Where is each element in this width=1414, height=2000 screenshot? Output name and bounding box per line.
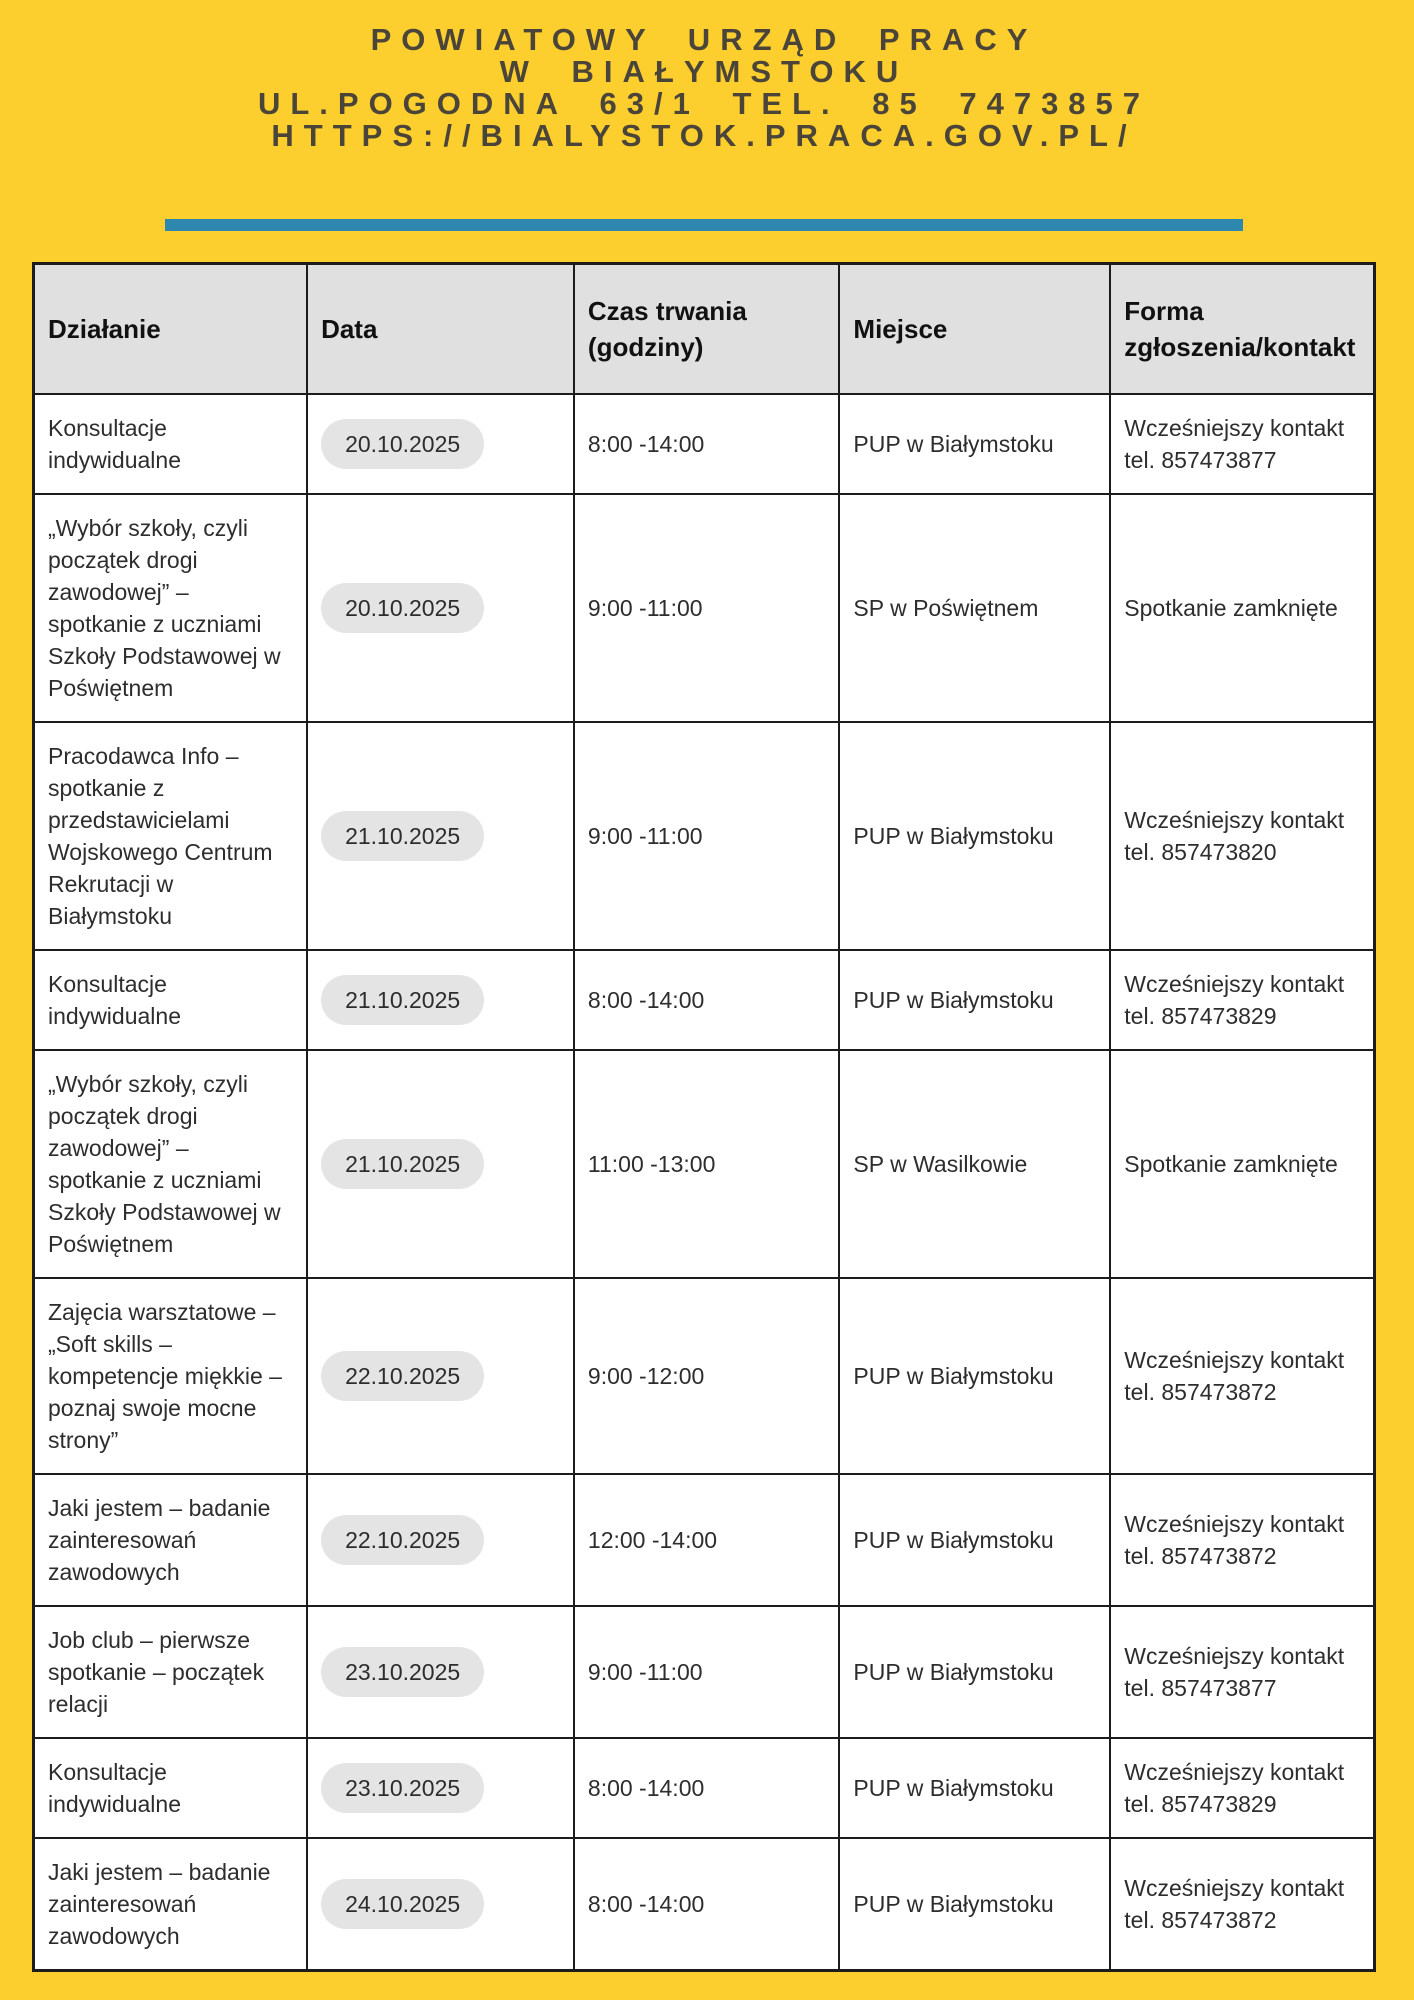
place-cell: PUP w Białymstoku	[839, 1474, 1110, 1606]
divider-bar	[165, 219, 1243, 231]
date-cell	[307, 722, 574, 950]
date-pill: 23.10.2025	[321, 1647, 484, 1697]
date-cell	[307, 494, 574, 722]
time-cell: 9:00 -11:00	[574, 494, 840, 722]
activity-cell: Pracodawca Info – spotkanie z przedstawicielami Wojskowego Centrum Rekrutacji w Białymstoku	[34, 722, 308, 950]
schedule-table-header	[34, 264, 1375, 395]
column-header-place: Miejsce	[839, 264, 1110, 395]
place-cell: PUP w Białymstoku	[839, 950, 1110, 1050]
schedule-row	[34, 722, 1375, 950]
contact-cell: Wcześniejszy kontakt tel. 857473872	[1110, 1278, 1374, 1474]
schedule-row	[34, 1738, 1375, 1838]
contact-cell: Wcześniejszy kontakt tel. 857473872	[1110, 1838, 1374, 1971]
time-cell: 8:00 -14:00	[574, 1738, 840, 1838]
time-cell: 8:00 -14:00	[574, 950, 840, 1050]
schedule-row	[34, 494, 1375, 722]
contact-cell: Wcześniejszy kontakt tel. 857473877	[1110, 394, 1374, 494]
contact-cell: Spotkanie zamknięte	[1110, 1050, 1374, 1278]
date-cell	[307, 1050, 574, 1278]
place-cell: PUP w Białymstoku	[839, 1738, 1110, 1838]
column-header-duration: Czas trwania (godziny)	[574, 264, 840, 395]
date-pill: 21.10.2025	[321, 811, 484, 861]
activity-cell: „Wybór szkoły, czyli początek drogi zawodowej” – spotkanie z uczniami Szkoły Podstawowej w Poświętnem	[34, 494, 308, 722]
activity-cell: Konsultacje indywidualne	[34, 1738, 308, 1838]
date-pill: 20.10.2025	[321, 419, 484, 469]
address-phone-line: UL.POGODNA 63/1 TEL. 85 7473857	[257, 86, 1151, 121]
date-pill: 24.10.2025	[321, 1879, 484, 1929]
contact-cell: Wcześniejszy kontakt tel. 857473877	[1110, 1606, 1374, 1738]
column-header-contact-form: Forma zgłoszenia/kontakt	[1110, 264, 1374, 395]
activity-cell: Jaki jestem – badanie zainteresowań zawodowych	[34, 1838, 308, 1971]
time-cell: 12:00 -14:00	[574, 1474, 840, 1606]
time-cell: 11:00 -13:00	[574, 1050, 840, 1278]
date-pill: 23.10.2025	[321, 1763, 484, 1813]
column-header-action: Działanie	[34, 264, 308, 395]
activity-cell: Jaki jestem – badanie zainteresowań zawodowych	[34, 1474, 308, 1606]
date-cell	[307, 1838, 574, 1971]
place-cell: SP w Poświętnem	[839, 494, 1110, 722]
contact-cell: Wcześniejszy kontakt tel. 857473820	[1110, 722, 1374, 950]
contact-cell: Spotkanie zamknięte	[1110, 494, 1374, 722]
date-pill: 21.10.2025	[321, 1139, 484, 1189]
column-header-date: Data	[307, 264, 574, 395]
date-cell	[307, 1278, 574, 1474]
contact-cell: Wcześniejszy kontakt tel. 857473872	[1110, 1474, 1374, 1606]
schedule-row	[34, 1606, 1375, 1738]
schedule-table	[32, 262, 1376, 1972]
date-pill: 22.10.2025	[321, 1351, 484, 1401]
org-name-line-1: POWIATOWY URZĄD PRACY	[370, 22, 1038, 57]
schedule-table-body	[34, 394, 1375, 1971]
contact-cell: Wcześniejszy kontakt tel. 857473829	[1110, 950, 1374, 1050]
masthead	[32, 0, 1376, 152]
date-cell	[307, 950, 574, 1050]
time-cell: 9:00 -11:00	[574, 722, 840, 950]
time-cell: 8:00 -14:00	[574, 394, 840, 494]
date-pill: 21.10.2025	[321, 975, 484, 1025]
schedule-row	[34, 1050, 1375, 1278]
date-pill: 22.10.2025	[321, 1515, 484, 1565]
place-cell: PUP w Białymstoku	[839, 394, 1110, 494]
schedule-row	[34, 1278, 1375, 1474]
time-cell: 9:00 -11:00	[574, 1606, 840, 1738]
schedule-row	[34, 950, 1375, 1050]
schedule-row	[34, 394, 1375, 494]
schedule-row	[34, 1474, 1375, 1606]
place-cell: PUP w Białymstoku	[839, 722, 1110, 950]
date-cell	[307, 1738, 574, 1838]
place-cell: PUP w Białymstoku	[839, 1278, 1110, 1474]
header-row	[34, 264, 1375, 395]
activity-cell: Job club – pierwsze spotkanie – początek relacji	[34, 1606, 308, 1738]
place-cell: PUP w Białymstoku	[839, 1606, 1110, 1738]
place-cell: PUP w Białymstoku	[839, 1838, 1110, 1971]
date-cell	[307, 1606, 574, 1738]
activity-cell: Zajęcia warsztatowe – „Soft skills – kompetencje miękkie – poznaj swoje mocne strony”	[34, 1278, 308, 1474]
time-cell: 9:00 -12:00	[574, 1278, 840, 1474]
place-cell: SP w Wasilkowie	[839, 1050, 1110, 1278]
date-cell	[307, 1474, 574, 1606]
activity-cell: Konsultacje indywidualne	[34, 950, 308, 1050]
schedule-row	[34, 1838, 1375, 1971]
contact-cell: Wcześniejszy kontakt tel. 857473829	[1110, 1738, 1374, 1838]
activity-cell: „Wybór szkoły, czyli początek drogi zawodowej” – spotkanie z uczniami Szkoły Podstawowej w Poświętnem	[34, 1050, 308, 1278]
website-line: HTTPS://BIALYSTOK.PRACA.GOV.PL/	[271, 118, 1137, 153]
activity-cell: Konsultacje indywidualne	[34, 394, 308, 494]
time-cell: 8:00 -14:00	[574, 1838, 840, 1971]
org-name-line-2: W BIAŁYMSTOKU	[499, 54, 909, 89]
date-pill: 20.10.2025	[321, 583, 484, 633]
date-cell	[307, 394, 574, 494]
